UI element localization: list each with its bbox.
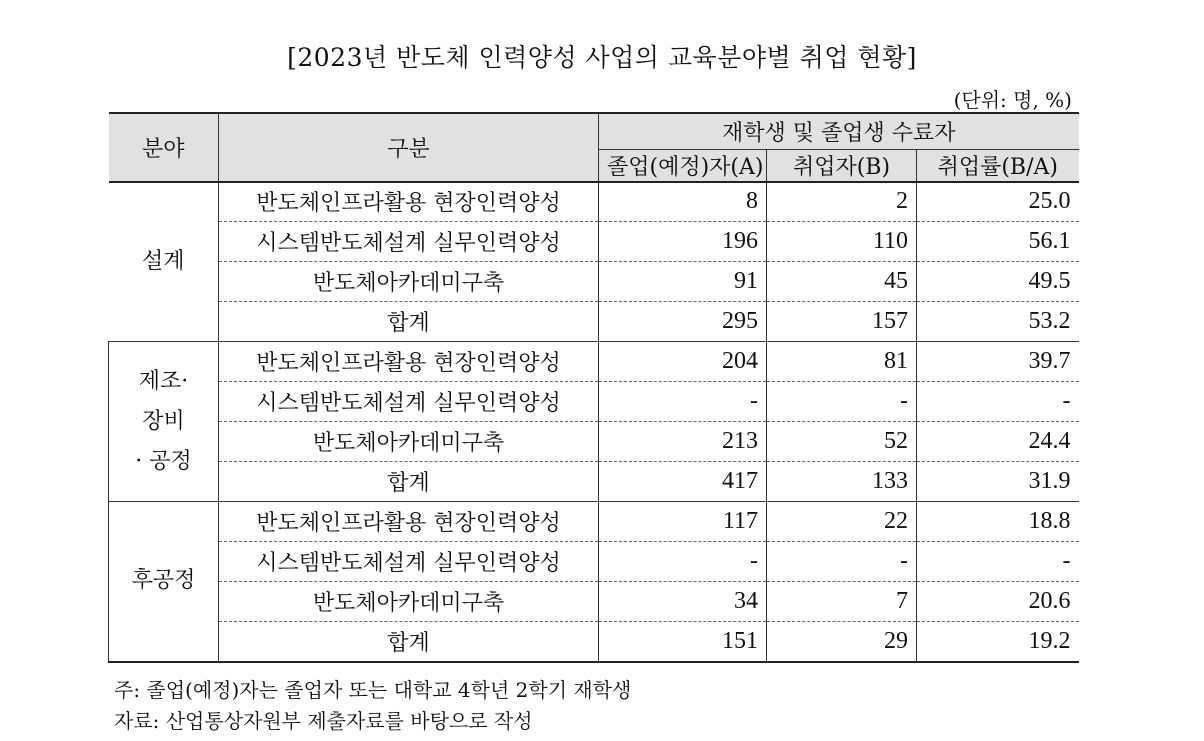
program-name-cell: 반도체아카데미구축 [219,422,599,462]
employed-cell: 81 [767,342,917,382]
graduates-cell: 34 [599,582,767,622]
program-name-cell: 반도체인프라활용 현장인력양성 [219,502,599,542]
employed-cell: 2 [767,182,917,222]
table-row [109,342,1079,382]
table-row-total [109,462,1079,502]
table-row [109,222,1079,262]
unit-label: (단위: 명, %) [953,88,1072,112]
rate-cell: 49.5 [917,262,1079,302]
employed-cell: 110 [767,222,917,262]
table-title: [2023년 반도체 인력양성 사업의 교육분야별 취업 현황] [287,43,917,72]
graduates-cell: 8 [599,182,767,222]
program-name-cell: 반도체아카데미구축 [219,262,599,302]
program-name-cell: 시스템반도체설계 실무인력양성 [219,222,599,262]
employed-cell: - [767,382,917,422]
program-name-cell: 반도체아카데미구축 [219,582,599,622]
graduates-cell: 204 [599,342,767,382]
notes [114,675,631,737]
table-row [109,382,1079,422]
source-note: 자료: 산업통상자원부 제출자료를 바탕으로 작성 [114,709,533,733]
footnote: 주: 졸업(예정)자는 졸업자 또는 대학교 4학년 2학기 재학생 [114,678,632,702]
header-category: 분야 [109,113,219,182]
graduates-cell: 417 [599,462,767,502]
graduates-cell: 213 [599,422,767,462]
graduates-cell: - [599,382,767,422]
rate-cell: 25.0 [917,182,1079,222]
header-rate: 취업률(B/A) [917,149,1079,182]
graduates-cell: 117 [599,502,767,542]
employed-cell: - [767,542,917,582]
category-cell: 설계 [109,182,219,342]
program-name-cell: 반도체인프라활용 현장인력양성 [219,342,599,382]
program-name-cell: 합계 [219,302,599,342]
program-name-cell: 반도체인프라활용 현장인력양성 [219,182,599,222]
program-name-cell: 시스템반도체설계 실무인력양성 [219,542,599,582]
rate-cell: - [917,382,1079,422]
program-name-cell: 합계 [219,622,599,662]
program-name-cell: 시스템반도체설계 실무인력양성 [219,382,599,422]
table-row [109,542,1079,582]
employed-cell: 133 [767,462,917,502]
category-cell: 후공정 [109,502,219,662]
rate-cell: 31.9 [917,462,1079,502]
graduates-cell: - [599,542,767,582]
rate-cell: 56.1 [917,222,1079,262]
table-row-total [109,302,1079,342]
employment-table [108,112,1079,663]
table-row [109,262,1079,302]
rate-cell: 24.4 [917,422,1079,462]
graduates-cell: 151 [599,622,767,662]
header-division: 구분 [219,113,599,182]
rate-cell: - [917,542,1079,582]
header-graduates: 졸업(예정)자(A) [599,149,767,182]
rate-cell: 53.2 [917,302,1079,342]
table-body [109,182,1079,662]
table-row [109,582,1079,622]
graduates-cell: 295 [599,302,767,342]
program-name-cell: 합계 [219,462,599,502]
rate-cell: 18.8 [917,502,1079,542]
rate-cell: 20.6 [917,582,1079,622]
table-row [109,502,1079,542]
table-row [109,422,1079,462]
employed-cell: 157 [767,302,917,342]
employed-cell: 29 [767,622,917,662]
graduates-cell: 196 [599,222,767,262]
rate-cell: 39.7 [917,342,1079,382]
employed-cell: 45 [767,262,917,302]
header-employed: 취업자(B) [767,149,917,182]
header-group: 재학생 및 졸업생 수료자 [599,113,1079,149]
employed-cell: 22 [767,502,917,542]
employed-cell: 7 [767,582,917,622]
table-row-total [109,622,1079,662]
rate-cell: 19.2 [917,622,1079,662]
graduates-cell: 91 [599,262,767,302]
employed-cell: 52 [767,422,917,462]
category-cell: 제조· 장비 · 공정 [109,342,219,502]
table-row [109,182,1079,222]
